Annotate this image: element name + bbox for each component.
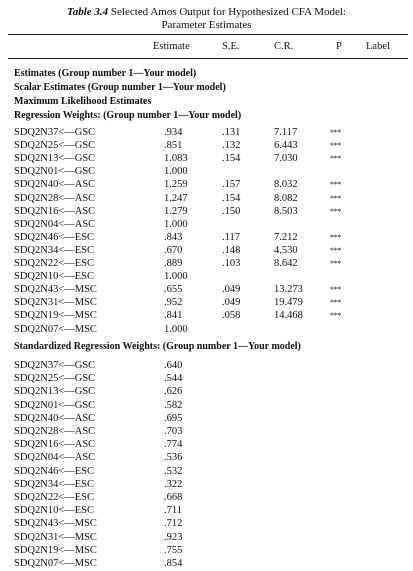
cr-cell: 4.530 [274,244,298,256]
path-cell: SDQ2N43<—MSC [14,284,97,296]
header-p: P [336,41,342,52]
table-row [0,425,413,438]
path-cell: SDQ2N28<—ASC [14,426,96,437]
estimate-cell: .841 [164,310,183,322]
table-row [0,165,413,178]
se-cell: .150 [222,205,241,217]
se-cell: .117 [222,231,240,243]
table-row [0,270,413,283]
header-estimate: Estimate [153,41,190,52]
table-row [0,372,413,385]
estimate-cell: .668 [164,492,183,503]
se-cell: .132 [222,140,241,152]
estimate-cell: 1.259 [164,179,188,191]
table-caption [0,6,413,18]
estimate-cell: .712 [164,518,183,530]
estimate-cell: 1.083 [164,153,188,165]
se-cell: .131 [222,127,241,138]
se-cell: .157 [222,179,241,191]
path-cell: SDQ2N13<—GSC [14,386,96,398]
table-row [0,359,413,372]
se-cell: .058 [222,310,241,322]
cr-cell: 8.503 [274,205,298,217]
path-cell: SDQ2N01<—GSC [14,399,96,411]
cr-cell: 8.032 [274,179,298,191]
path-cell: SDQ2N04<—ASC [14,218,96,230]
path-cell: SDQ2N04<—ASC [14,452,96,464]
top-rule [8,34,408,35]
section-ml: Maximum Likelihood Estimates [14,96,152,107]
table-row [0,399,413,412]
estimate-cell: .923 [164,531,183,543]
path-cell: SDQ2N10<—ESC [14,505,95,517]
cr-cell: 7.117 [274,127,298,138]
estimate-cell: .670 [164,244,183,256]
table-title-line2: Parameter Estimates [161,19,252,31]
header-se: S.E. [222,41,240,52]
estimate-cell: .755 [164,544,183,556]
table-row [0,465,413,478]
estimate-cell: 1.247 [164,192,188,204]
path-cell: SDQ2N28<—ASC [14,192,96,204]
table-row [0,192,413,205]
p-cell: *** [330,193,342,203]
path-cell: SDQ2N46<—ESC [14,231,95,243]
se-cell: .049 [222,284,241,296]
table-row [0,218,413,231]
table-row [0,178,413,191]
estimate-cell: .774 [164,439,183,451]
path-cell: SDQ2N37<—GSC [14,360,96,371]
p-cell: *** [330,311,342,321]
table-row [0,139,413,152]
path-cell: SDQ2N25<—GSC [14,373,96,385]
path-cell: SDQ2N34<—ESC [14,244,95,256]
table-row [0,412,413,425]
table-row [0,385,413,398]
se-cell: .103 [222,258,241,269]
p-cell: *** [330,154,342,164]
p-cell: *** [330,128,342,137]
estimate-cell: .854 [164,558,183,569]
estimate-cell: .851 [164,140,183,152]
table-row [0,205,413,218]
path-cell: SDQ2N16<—ASC [14,439,96,451]
se-cell: .049 [222,297,241,309]
se-cell: .148 [222,244,241,256]
path-cell: SDQ2N10<—ESC [14,271,95,283]
estimate-cell: .843 [164,231,183,243]
header-label: Label [366,41,390,52]
p-cell: *** [330,298,342,308]
table-title-line1: Selected Amos Output for Hypothesized CFA Model: [110,6,346,18]
estimate-cell: 1.000 [164,271,188,283]
header-rule [8,58,408,59]
path-cell: SDQ2N16<—ASC [14,205,96,217]
p-cell: *** [330,245,342,255]
path-cell: SDQ2N46<—ESC [14,465,95,477]
path-cell: SDQ2N13<—GSC [14,153,96,165]
table-row [0,126,413,139]
path-cell: SDQ2N40<—ASC [14,412,96,424]
p-cell: *** [330,206,342,216]
path-cell: SDQ2N34<—ESC [14,478,95,490]
p-cell: *** [330,180,342,190]
path-cell: SDQ2N43<—MSC [14,518,97,530]
table-row [0,504,413,517]
cr-cell: 7.212 [274,231,298,243]
estimate-cell: .711 [164,505,182,517]
p-cell: *** [330,232,342,242]
estimate-cell: .532 [164,465,183,477]
p-cell: *** [330,259,342,268]
table-row [0,544,413,557]
estimate-cell: .695 [164,412,183,424]
table-row [0,323,413,336]
path-cell: SDQ2N25<—GSC [14,140,96,152]
cr-cell: 13.273 [274,284,303,296]
se-cell: .154 [222,192,241,204]
path-cell: SDQ2N37<—GSC [14,127,96,138]
path-cell: SDQ2N22<—ESC [14,258,95,269]
estimate-cell: .582 [164,399,183,411]
estimate-cell: .703 [164,426,183,437]
table-row [0,491,413,504]
estimate-cell: .640 [164,360,183,371]
cr-cell: 8.082 [274,192,298,204]
estimate-cell: 1.000 [164,323,188,335]
estimate-cell: .626 [164,386,183,398]
table-row [0,557,413,570]
table-row [0,309,413,322]
table-row [0,478,413,491]
section-estimates: Estimates (Group number 1—Your model) [14,68,197,79]
path-cell: SDQ2N07<—MSC [14,558,97,569]
cr-cell: 14.468 [274,310,303,322]
table-row [0,296,413,309]
table-row [0,244,413,257]
path-cell: SDQ2N22<—ESC [14,492,95,503]
section-scalar: Scalar Estimates (Group number 1—Your model) [14,82,226,93]
estimate-cell: 1.000 [164,166,188,178]
path-cell: SDQ2N31<—MSC [14,531,97,543]
estimate-cell: .655 [164,284,183,296]
estimate-cell: .322 [164,478,183,490]
path-cell: SDQ2N40<—ASC [14,179,96,191]
table-row [0,451,413,464]
table-number: Table 3.4 [67,6,109,18]
cr-cell: 8.642 [274,258,298,269]
path-cell: SDQ2N31<—MSC [14,297,97,309]
p-cell: *** [330,285,342,295]
table-row [0,152,413,165]
table-row [0,517,413,530]
estimate-cell: .952 [164,297,183,309]
cr-cell: 6.443 [274,140,298,152]
path-cell: SDQ2N07<—MSC [14,323,97,335]
estimate-cell: 1.000 [164,218,188,230]
table-row [0,438,413,451]
estimate-cell: 1.279 [164,205,188,217]
section-standardized: Standardized Regression Weights: (Group number 1—Your model) [14,341,301,352]
path-cell: SDQ2N19<—MSC [14,544,97,556]
header-cr: C.R. [274,41,294,52]
p-cell: *** [330,141,342,151]
section-regression: Regression Weights: (Group number 1—Your model) [14,110,242,121]
path-cell: SDQ2N19<—MSC [14,310,97,322]
table-row [0,283,413,296]
estimate-cell: .536 [164,452,183,464]
cr-cell: 19.479 [274,297,303,309]
path-cell: SDQ2N01<—GSC [14,166,96,178]
table-row [0,231,413,244]
cr-cell: 7.030 [274,153,298,165]
estimate-cell: .544 [164,373,183,385]
estimate-cell: .889 [164,258,183,269]
table-row [0,531,413,544]
table-row [0,257,413,270]
estimate-cell: .934 [164,127,183,138]
se-cell: .154 [222,153,241,165]
